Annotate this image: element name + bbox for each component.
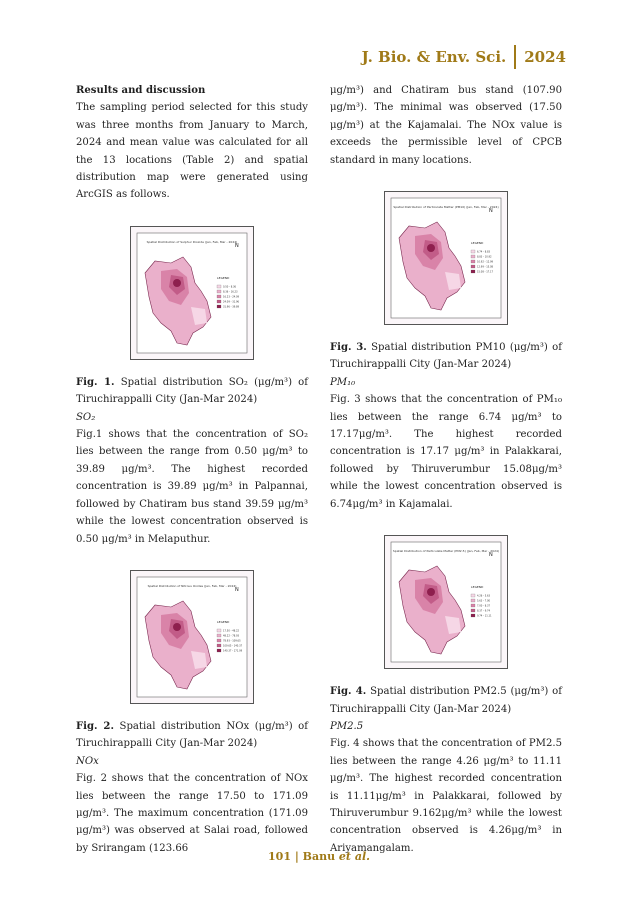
legend-label: 5.63 - 7.00 bbox=[477, 599, 491, 603]
legend-label: 12.99 - 15.08 bbox=[477, 265, 494, 269]
legend-swatch bbox=[471, 609, 475, 612]
figure-1-caption bbox=[76, 374, 308, 409]
map-figure bbox=[384, 191, 508, 325]
legend-swatch bbox=[217, 285, 221, 288]
legend-title: LEGEND bbox=[217, 275, 230, 280]
pm25-subheading: PM2.5 bbox=[330, 720, 364, 732]
legend-label: 24.09 - 31.96 bbox=[223, 300, 240, 304]
legend-swatch bbox=[471, 594, 475, 597]
north-arrow-icon: N bbox=[489, 208, 493, 215]
legend-title: LEGEND bbox=[471, 585, 484, 590]
section-heading: Results and discussion bbox=[76, 85, 206, 96]
page-number: 101 bbox=[268, 850, 291, 863]
zone-max bbox=[173, 623, 181, 631]
legend-label: 7.00 - 8.37 bbox=[477, 604, 491, 608]
figure-label: Fig. 1. bbox=[76, 376, 115, 388]
legend-label: 9.74 - 11.11 bbox=[477, 614, 492, 618]
legend-swatch bbox=[217, 644, 221, 647]
so2-subheading: SO₂ bbox=[76, 411, 96, 423]
map-image bbox=[385, 536, 507, 668]
map-title: Spatial Distribution of Particulate Matter (PM2.5) (Jan, Feb, Mar - 2024) bbox=[392, 549, 500, 554]
journal-year: 2024 bbox=[524, 48, 566, 66]
legend-swatch bbox=[471, 265, 475, 268]
map-image bbox=[385, 192, 507, 324]
so2-paragraph: Fig.1 shows that the concentration of SO₂ lies between the range from 0.50 μg/m³ to 39.89 μg/m³. The highest recorded concentration is 39.89 μg/m³ in Palpannai, followed by Chatiram bus stand 39.59 μg/m³ while the lowest concentration observed is 0.50 μg/m³ in Melaputhur. bbox=[76, 429, 308, 545]
zone-max bbox=[173, 279, 181, 287]
legend-swatch bbox=[471, 599, 475, 602]
legend-swatch bbox=[471, 270, 475, 273]
pm25-paragraph: Fig. 4 shows that the concentration of PM2.5 lies between the range 4.26 μg/m³ to 11.11 μg/m³. The highest recorded concentration is 11.11μg/m³ in Palakkarai, followed by Thiruverumbur 9.162μg/m³ while the lowest concentration observed is 4.26μg/m³ in Ariyamangalam. bbox=[330, 738, 562, 854]
caption-text: Spatial distribution PM2.5 (μg/m³) of Tiruchirappalli City (Jan-Mar 2024) bbox=[330, 686, 562, 715]
caption-text: Spatial distribution SO₂ (μg/m³) of Tiruchirappalli City (Jan-Mar 2024) bbox=[76, 376, 308, 406]
pm10-subheading: PM₁₀ bbox=[330, 376, 356, 388]
figure-label: Fig. 3. bbox=[330, 342, 367, 354]
legend-swatch bbox=[471, 614, 475, 617]
legend-swatch bbox=[471, 260, 475, 263]
legend-label: 16.23 - 24.09 bbox=[223, 295, 240, 299]
map-figure bbox=[130, 226, 254, 360]
map-title: Spatial Distribution of Nitrous Oxides (Jan, Feb, Mar - 2024) bbox=[147, 583, 237, 588]
legend-swatch bbox=[471, 250, 475, 253]
figure-3 bbox=[330, 191, 562, 325]
footer-authors: Banu bbox=[302, 850, 336, 863]
legend-swatch bbox=[471, 255, 475, 258]
legend-label: 10.92 - 12.99 bbox=[477, 260, 494, 264]
caption-text: Spatial distribution PM10 (μg/m³) of Tiruchirappalli City (Jan-Mar 2024) bbox=[330, 342, 562, 371]
map-image bbox=[131, 227, 253, 359]
figure-label: Fig. 4. bbox=[330, 686, 367, 698]
legend-label: 31.96 - 39.89 bbox=[223, 305, 240, 309]
caption-text: Spatial distribution NOx (μg/m³) of Tiruchirappalli City (Jan-Mar 2024) bbox=[76, 720, 308, 750]
legend-swatch bbox=[217, 295, 221, 298]
figure-4 bbox=[330, 535, 562, 669]
map-figure bbox=[130, 570, 254, 704]
legend-label: 78.93 - 109.65 bbox=[223, 639, 241, 643]
footer-etal: et al. bbox=[338, 850, 370, 863]
legend-swatch bbox=[217, 639, 221, 642]
pm10-paragraph: Fig. 3 shows that the concentration of PM₁₀ lies between the range 6.74 μg/m³ to 17.17μg/m³. The highest recorded concentration is 17.17 μg/m³ in Palakkarai, followed by Thiruverumbur 15.08μg/m³ while the lowest concentration observed is 6.74μg/m³ in Kajamalai. bbox=[330, 394, 562, 510]
legend-swatch bbox=[217, 649, 221, 652]
right-column bbox=[330, 82, 562, 857]
legend-label: 140.37 - 171.09 bbox=[223, 649, 243, 653]
figure-1 bbox=[76, 226, 308, 360]
legend-swatch bbox=[471, 604, 475, 607]
map-title: Spatial Distribution of Sulphur Dioxide (Jan, Feb, Mar - 2024) bbox=[146, 239, 238, 244]
map-image bbox=[131, 571, 253, 703]
figure-4-caption bbox=[330, 683, 562, 718]
north-arrow-icon: N bbox=[489, 552, 493, 559]
legend-swatch bbox=[217, 629, 221, 632]
legend-swatch bbox=[217, 300, 221, 303]
legend-title: LEGEND bbox=[217, 619, 230, 624]
map-title: Spatial Distribution of Particulate Matter (PM10) (Jan, Feb, Mar - 2024) bbox=[393, 205, 499, 210]
legend-title: LEGEND bbox=[471, 241, 484, 246]
nox-subheading: NOx bbox=[76, 755, 99, 767]
legend-label: 8.83 - 10.92 bbox=[477, 255, 492, 259]
intro-paragraph: The sampling period selected for this study was three months from January to March, 2024 and mean value was calculated for all the 13 locations (Table 2) and spatial distribution map were generated using ArcGIS as follows. bbox=[76, 102, 308, 201]
legend-label: 17.50 - 48.22 bbox=[223, 629, 240, 633]
left-column bbox=[76, 82, 308, 857]
legend-swatch bbox=[217, 634, 221, 637]
legend-label: 4.26 - 5.63 bbox=[477, 594, 491, 598]
north-arrow-icon: N bbox=[235, 242, 239, 249]
legend-label: 6.74 - 8.83 bbox=[477, 250, 491, 254]
nox-continued-paragraph: μg/m³) and Chatiram bus stand (107.90 μg/m³). The minimal was observed (17.50 μg/m³) at the Kajamalai. The NOx value is exceeds the permissible level of CPCB standard in many locations. bbox=[330, 85, 562, 166]
legend-label: 15.08 - 17.17 bbox=[477, 270, 494, 274]
map-figure bbox=[384, 535, 508, 669]
header-divider bbox=[514, 45, 516, 69]
figure-2-caption bbox=[76, 718, 308, 753]
figure-3-caption bbox=[330, 339, 562, 374]
figure-2 bbox=[76, 570, 308, 704]
journal-header bbox=[362, 44, 566, 70]
legend-label: 8.36 - 16.23 bbox=[223, 290, 238, 294]
legend-swatch bbox=[217, 305, 221, 308]
figure-label: Fig. 2. bbox=[76, 720, 114, 732]
legend-swatch bbox=[217, 290, 221, 293]
zone-max bbox=[427, 588, 435, 596]
north-arrow-icon: N bbox=[235, 586, 239, 593]
legend-label: 109.65 - 140.37 bbox=[223, 644, 243, 648]
nox-paragraph: Fig. 2 shows that the concentration of NOx lies between the range 17.50 to 171.09 μg/m³. The maximum concentration (171.09 μg/m³) was observed at Salai road, followed by Srirangam (123.66 bbox=[76, 773, 308, 854]
legend-label: 0.50 - 8.36 bbox=[223, 285, 237, 289]
journal-name: J. Bio. & Env. Sci. bbox=[361, 48, 507, 66]
zone-max bbox=[427, 244, 435, 252]
legend-label: 48.22 - 78.93 bbox=[223, 634, 240, 638]
page-footer: 101 | Banu et al. bbox=[268, 850, 370, 863]
legend-label: 8.37 - 9.74 bbox=[477, 609, 491, 613]
